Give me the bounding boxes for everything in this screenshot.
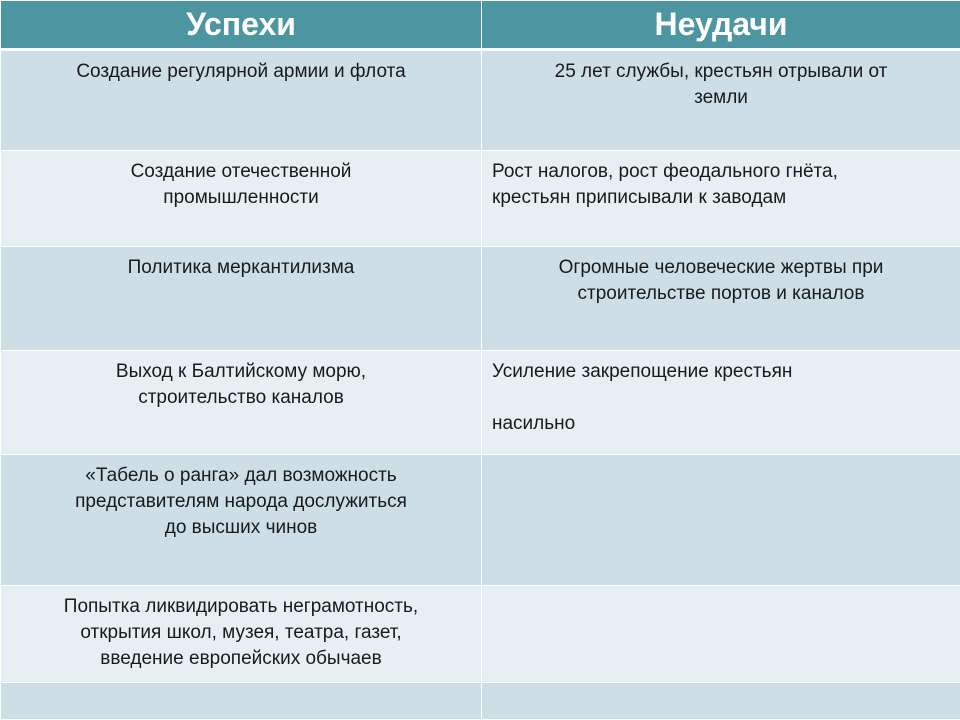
- cell-text: до высших чинов: [164, 517, 318, 538]
- cell-text: Огромные человеческие жертвы при: [558, 257, 884, 278]
- table-row: [1, 151, 960, 247]
- successes-cell: [1, 351, 482, 455]
- cell-text: земли: [694, 87, 748, 108]
- cell-text: строительство каналов: [138, 387, 344, 408]
- cell-text: Политика меркантилизма: [127, 257, 355, 278]
- table-row: [1, 586, 960, 683]
- cell-text: 25 лет службы, крестьян отрывали от: [554, 61, 888, 82]
- successes-cell: [1, 50, 482, 151]
- table-row: [1, 455, 960, 586]
- failures-cell: [482, 351, 960, 455]
- cell-text: насильно: [492, 413, 576, 434]
- successes-cell: [1, 683, 482, 720]
- table-row: [1, 50, 960, 151]
- table-row: [1, 683, 960, 720]
- cell-text: введение европейских обычаев: [100, 648, 382, 669]
- successes-cell: [1, 586, 482, 683]
- cell-text: Выход к Балтийскому морю,: [115, 361, 367, 382]
- cell-text: Создание отечественной: [130, 161, 352, 182]
- failures-cell: [482, 247, 960, 351]
- table-row: [1, 351, 960, 455]
- failures-cell: [482, 151, 960, 247]
- table-row: [1, 247, 960, 351]
- cell-text: крестьян приписывали к заводам: [492, 187, 787, 208]
- cell-text: строительстве портов и каналов: [577, 283, 865, 304]
- successes-cell: [1, 151, 482, 247]
- successes-cell: [1, 455, 482, 586]
- failures-cell: [482, 586, 960, 683]
- cell-text: «Табель о ранга» дал возможность: [85, 465, 397, 486]
- failures-cell: [482, 50, 960, 151]
- cell-text: промышленности: [163, 187, 319, 208]
- failures-cell: [482, 683, 960, 720]
- cell-text: представителям народа дослужиться: [75, 491, 407, 512]
- cell-text: Создание регулярной армии и флота: [76, 61, 406, 82]
- header-failures: Неудачи: [482, 1, 960, 50]
- cell-text: Попытка ликвидировать неграмотность,: [63, 596, 419, 617]
- cell-text: открытия школ, музея, театра, газет,: [80, 622, 402, 643]
- header-successes: Успехи: [1, 1, 482, 50]
- successes-cell: [1, 247, 482, 351]
- blank-line: [492, 385, 950, 411]
- cell-text: Усиление закрепощение крестьян: [492, 361, 793, 382]
- cell-text: Рост налогов, рост феодального гнёта,: [492, 161, 838, 182]
- header-row: [1, 1, 960, 50]
- failures-cell: [482, 455, 960, 586]
